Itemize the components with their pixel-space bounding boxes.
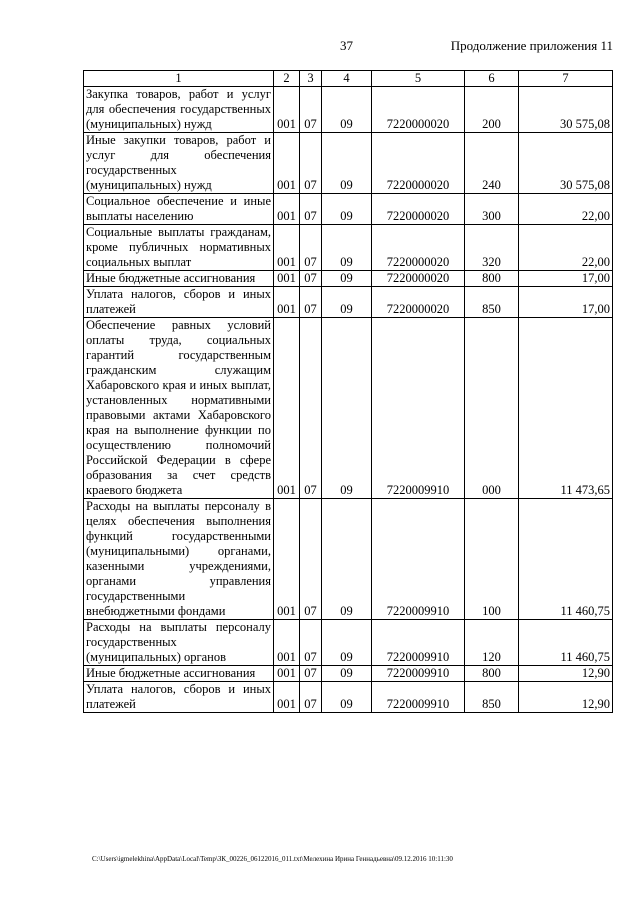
cell-target-article: 7220009910 xyxy=(372,666,465,682)
table-row xyxy=(84,194,613,225)
cell-subsection: 09 xyxy=(322,271,372,287)
table-header-row xyxy=(84,71,613,87)
budget-table xyxy=(83,70,613,713)
page-title: Продолжение приложения 11 xyxy=(450,38,613,53)
cell-section: 07 xyxy=(300,287,322,318)
cell-target-article: 7220000020 xyxy=(372,87,465,133)
cell-name: Расходы на выплаты персоналу государственных (муниципальных) органов xyxy=(84,620,274,666)
cell-section: 07 xyxy=(300,194,322,225)
cell-expense-type: 100 xyxy=(465,499,519,620)
cell-admin-code: 001 xyxy=(274,666,300,682)
cell-expense-type: 850 xyxy=(465,287,519,318)
cell-target-article: 7220009910 xyxy=(372,682,465,713)
cell-subsection: 09 xyxy=(322,133,372,194)
cell-section: 07 xyxy=(300,666,322,682)
cell-admin-code: 001 xyxy=(274,318,300,499)
cell-expense-type: 320 xyxy=(465,225,519,271)
cell-expense-type: 800 xyxy=(465,666,519,682)
cell-section: 07 xyxy=(300,318,322,499)
cell-admin-code: 001 xyxy=(274,225,300,271)
cell-subsection: 09 xyxy=(322,194,372,225)
column-header: 3 xyxy=(300,71,322,87)
cell-admin-code: 001 xyxy=(274,271,300,287)
cell-section: 07 xyxy=(300,271,322,287)
cell-target-article: 7220000020 xyxy=(372,225,465,271)
cell-name: Уплата налогов, сборов и иных платежей xyxy=(84,682,274,713)
column-header: 2 xyxy=(274,71,300,87)
cell-admin-code: 001 xyxy=(274,682,300,713)
cell-target-article: 7220000020 xyxy=(372,271,465,287)
cell-subsection: 09 xyxy=(322,682,372,713)
cell-amount: 11 473,65 xyxy=(519,318,613,499)
cell-section: 07 xyxy=(300,620,322,666)
cell-section: 07 xyxy=(300,225,322,271)
table-row xyxy=(84,682,613,713)
cell-target-article: 7220009910 xyxy=(372,318,465,499)
cell-section: 07 xyxy=(300,87,322,133)
cell-target-article: 7220000020 xyxy=(372,194,465,225)
cell-amount: 22,00 xyxy=(519,194,613,225)
cell-subsection: 09 xyxy=(322,318,372,499)
column-header: 1 xyxy=(84,71,274,87)
cell-target-article: 7220009910 xyxy=(372,620,465,666)
cell-name: Социальное обеспечение и иные выплаты населению xyxy=(84,194,274,225)
cell-name: Уплата налогов, сборов и иных платежей xyxy=(84,287,274,318)
cell-section: 07 xyxy=(300,682,322,713)
cell-expense-type: 800 xyxy=(465,271,519,287)
cell-admin-code: 001 xyxy=(274,499,300,620)
table-row xyxy=(84,271,613,287)
cell-admin-code: 001 xyxy=(274,620,300,666)
cell-name: Обеспечение равных условий оплаты труда, социальных гарантий государственным гражданским служащим Хабаровского края и иных выплат, установленных нормативными правовыми актами Хабаровского края на выполнение функции по осуществлению полномочий Российской Федерации в сфере образования за счет средств краевого бюджета xyxy=(84,318,274,499)
page-number: 37 xyxy=(340,38,353,53)
cell-amount: 11 460,75 xyxy=(519,499,613,620)
cell-amount: 30 575,08 xyxy=(519,87,613,133)
table-row xyxy=(84,133,613,194)
cell-subsection: 09 xyxy=(322,287,372,318)
cell-subsection: 09 xyxy=(322,499,372,620)
cell-section: 07 xyxy=(300,133,322,194)
cell-name: Иные бюджетные ассигнования xyxy=(84,271,274,287)
cell-amount: 12,90 xyxy=(519,682,613,713)
column-header: 5 xyxy=(372,71,465,87)
cell-expense-type: 200 xyxy=(465,87,519,133)
cell-amount: 12,90 xyxy=(519,666,613,682)
cell-name: Иные закупки товаров, работ и услуг для обеспечения государственных (муниципальных) нужд xyxy=(84,133,274,194)
cell-admin-code: 001 xyxy=(274,133,300,194)
table-row xyxy=(84,620,613,666)
cell-expense-type: 850 xyxy=(465,682,519,713)
cell-admin-code: 001 xyxy=(274,287,300,318)
cell-subsection: 09 xyxy=(322,225,372,271)
cell-subsection: 09 xyxy=(322,666,372,682)
column-header: 6 xyxy=(465,71,519,87)
cell-name: Социальные выплаты гражданам, кроме публичных нормативных социальных выплат xyxy=(84,225,274,271)
footer-path: C:\Users\igmelekhina\AppData\Local\Temp\ЗК_00226_06122016_011.txt\Мелехина Ирина Геннадьевна\09.12.2016 10:11:30 xyxy=(92,855,453,863)
table-row xyxy=(84,666,613,682)
cell-target-article: 7220000020 xyxy=(372,287,465,318)
table-row xyxy=(84,87,613,133)
table-row xyxy=(84,499,613,620)
cell-amount: 30 575,08 xyxy=(519,133,613,194)
cell-expense-type: 300 xyxy=(465,194,519,225)
cell-admin-code: 001 xyxy=(274,87,300,133)
cell-target-article: 7220000020 xyxy=(372,133,465,194)
column-header: 7 xyxy=(519,71,613,87)
cell-amount: 11 460,75 xyxy=(519,620,613,666)
cell-name: Закупка товаров, работ и услуг для обеспечения государственных (муниципальных) нужд xyxy=(84,87,274,133)
cell-name: Иные бюджетные ассигнования xyxy=(84,666,274,682)
table-row xyxy=(84,318,613,499)
table-row xyxy=(84,225,613,271)
cell-admin-code: 001 xyxy=(274,194,300,225)
cell-subsection: 09 xyxy=(322,87,372,133)
table-row xyxy=(84,287,613,318)
column-header: 4 xyxy=(322,71,372,87)
cell-section: 07 xyxy=(300,499,322,620)
cell-name: Расходы на выплаты персоналу в целях обеспечения выполнения функций государственными (муниципальными) органами, казенными учреждениями, органами управления государственными внебюджетными фондами xyxy=(84,499,274,620)
cell-target-article: 7220009910 xyxy=(372,499,465,620)
cell-expense-type: 240 xyxy=(465,133,519,194)
cell-expense-type: 000 xyxy=(465,318,519,499)
cell-subsection: 09 xyxy=(322,620,372,666)
cell-amount: 22,00 xyxy=(519,225,613,271)
cell-expense-type: 120 xyxy=(465,620,519,666)
cell-amount: 17,00 xyxy=(519,271,613,287)
cell-amount: 17,00 xyxy=(519,287,613,318)
